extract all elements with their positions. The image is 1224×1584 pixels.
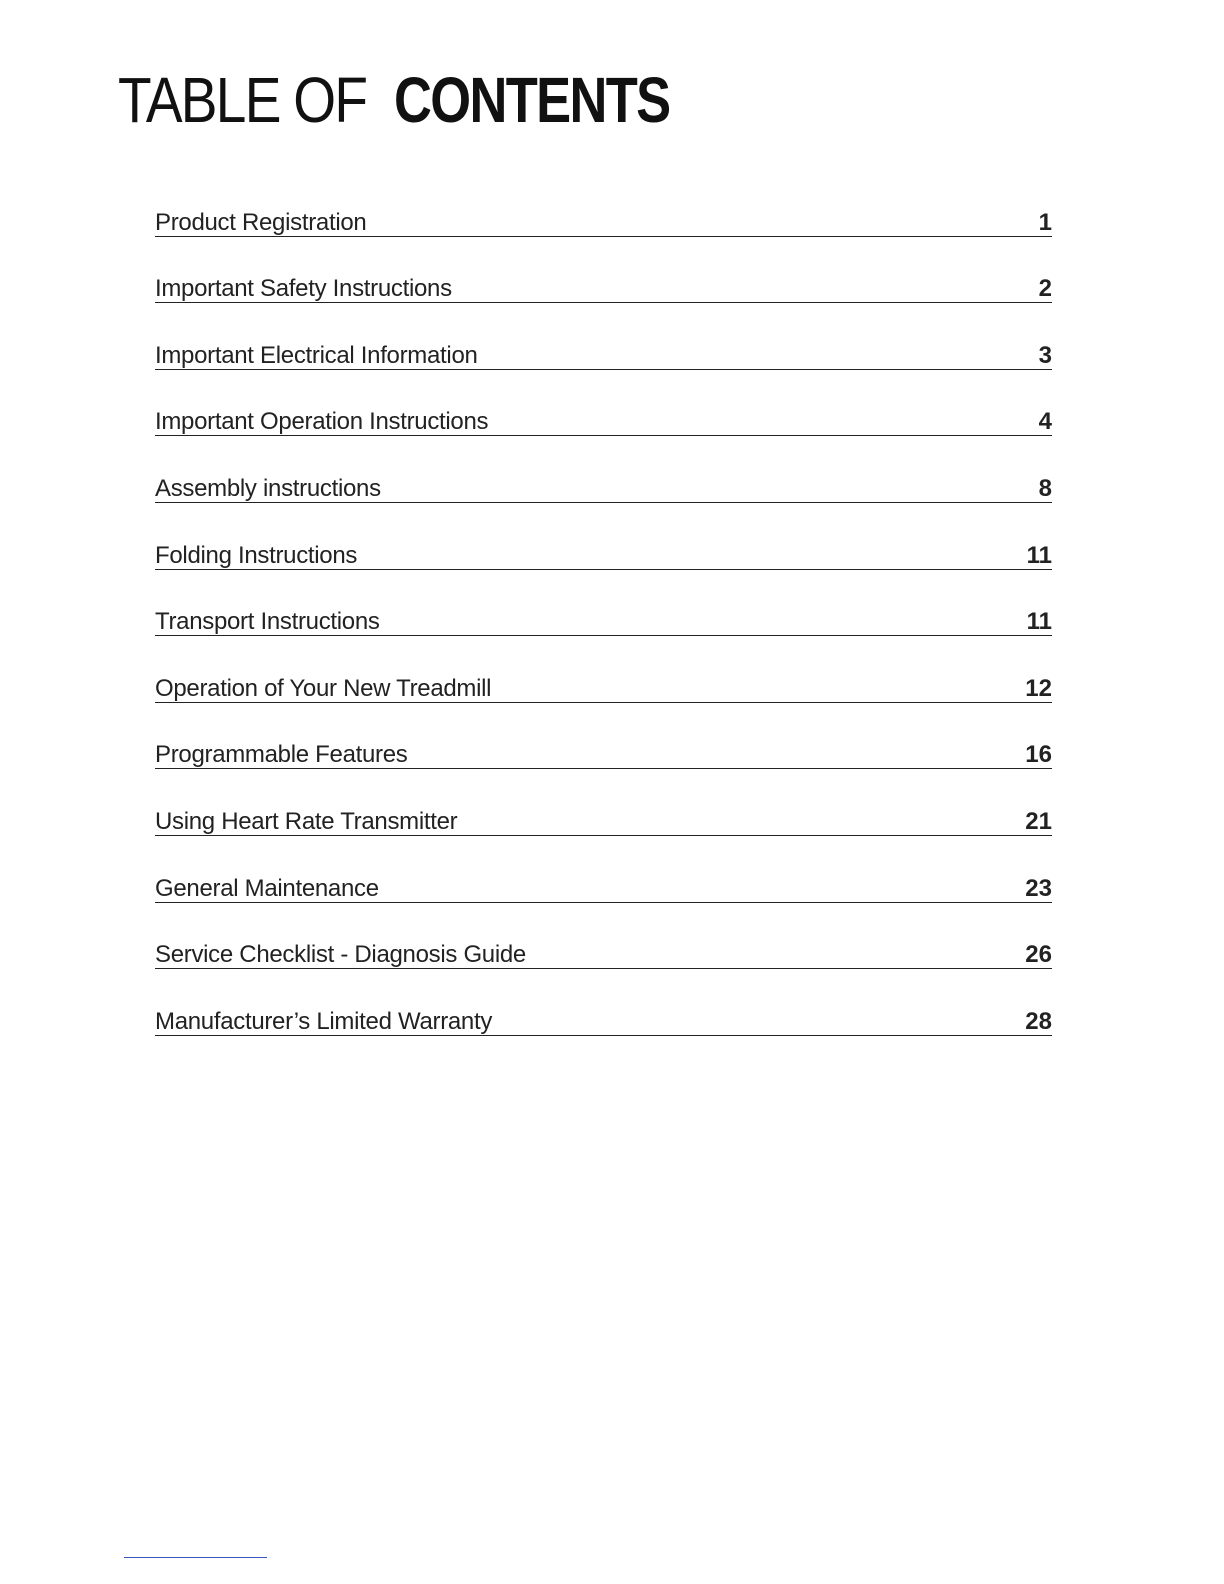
toc-row [155,670,1052,703]
toc-row [155,204,1052,237]
toc-entry-page[interactable]: 21 [1025,807,1052,835]
toc-entry-label[interactable]: Important Operation Instructions [155,408,489,436]
table-of-contents [155,170,1052,1036]
toc-entry-label[interactable]: Assembly instructions [155,474,381,502]
toc-row [155,736,1052,769]
toc-entry-label[interactable]: Folding Instructions [155,541,358,569]
toc-row [155,403,1052,436]
toc-entry-page[interactable]: 23 [1025,874,1052,902]
toc-entry-page[interactable]: 2 [1038,275,1052,303]
toc-entry-important-electrical-information[interactable] [155,303,1052,370]
toc-entry-page[interactable]: 12 [1025,674,1052,702]
toc-row [155,936,1052,969]
page-title [118,62,730,138]
toc-entry-label[interactable]: Manufacturer’s Limited Warranty [155,1007,493,1035]
toc-entry-label[interactable]: Using Heart Rate Transmitter [155,807,458,835]
toc-row [155,270,1052,303]
toc-entry-page[interactable]: 1 [1038,208,1052,236]
toc-row [155,337,1052,370]
toc-entry-label[interactable]: Programmable Features [155,741,408,769]
toc-entry-label[interactable]: Operation of Your New Treadmill [155,674,492,702]
footer-rule [124,1557,267,1558]
toc-entry-label[interactable]: Important Safety Instructions [155,275,452,303]
toc-entry-page[interactable]: 11 [1026,541,1052,569]
toc-entry-general-maintenance[interactable] [155,836,1052,903]
toc-entry-page[interactable]: 11 [1026,608,1052,636]
toc-entry-programmable-features[interactable] [155,703,1052,770]
toc-entry-product-registration[interactable] [155,170,1052,237]
toc-entry-service-checklist-diagnosis-guide[interactable] [155,903,1052,970]
toc-entry-page[interactable]: 8 [1038,474,1052,502]
toc-entry-page[interactable]: 28 [1025,1007,1052,1035]
toc-entry-important-safety-instructions[interactable] [155,237,1052,304]
toc-entry-label[interactable]: Important Electrical Information [155,341,478,369]
toc-entry-manufacturers-limited-warranty[interactable] [155,969,1052,1036]
toc-entry-transport-instructions[interactable] [155,570,1052,637]
toc-row [155,1003,1052,1036]
toc-entry-label[interactable]: General Maintenance [155,874,379,902]
toc-entry-page[interactable]: 26 [1025,941,1052,969]
toc-row [155,470,1052,503]
toc-entry-label[interactable]: Product Registration [155,208,367,236]
toc-entry-page[interactable]: 16 [1025,741,1052,769]
toc-entry-label[interactable]: Transport Instructions [155,608,380,636]
toc-entry-important-operation-instructions[interactable] [155,370,1052,437]
toc-entry-using-heart-rate-transmitter[interactable] [155,769,1052,836]
toc-entry-assembly-instructions[interactable] [155,436,1052,503]
toc-entry-page[interactable]: 3 [1038,341,1052,369]
page-title-light: TABLE OF [118,64,367,136]
toc-entry-label[interactable]: Service Checklist - Diagnosis Guide [155,941,526,969]
toc-row [155,803,1052,836]
page-title-bold: CONTENTS [394,64,670,136]
toc-row [155,537,1052,570]
toc-row [155,870,1052,903]
toc-entry-operation-of-your-new-treadmill[interactable] [155,636,1052,703]
toc-entry-page[interactable]: 4 [1038,408,1052,436]
toc-entry-folding-instructions[interactable] [155,503,1052,570]
toc-row [155,603,1052,636]
